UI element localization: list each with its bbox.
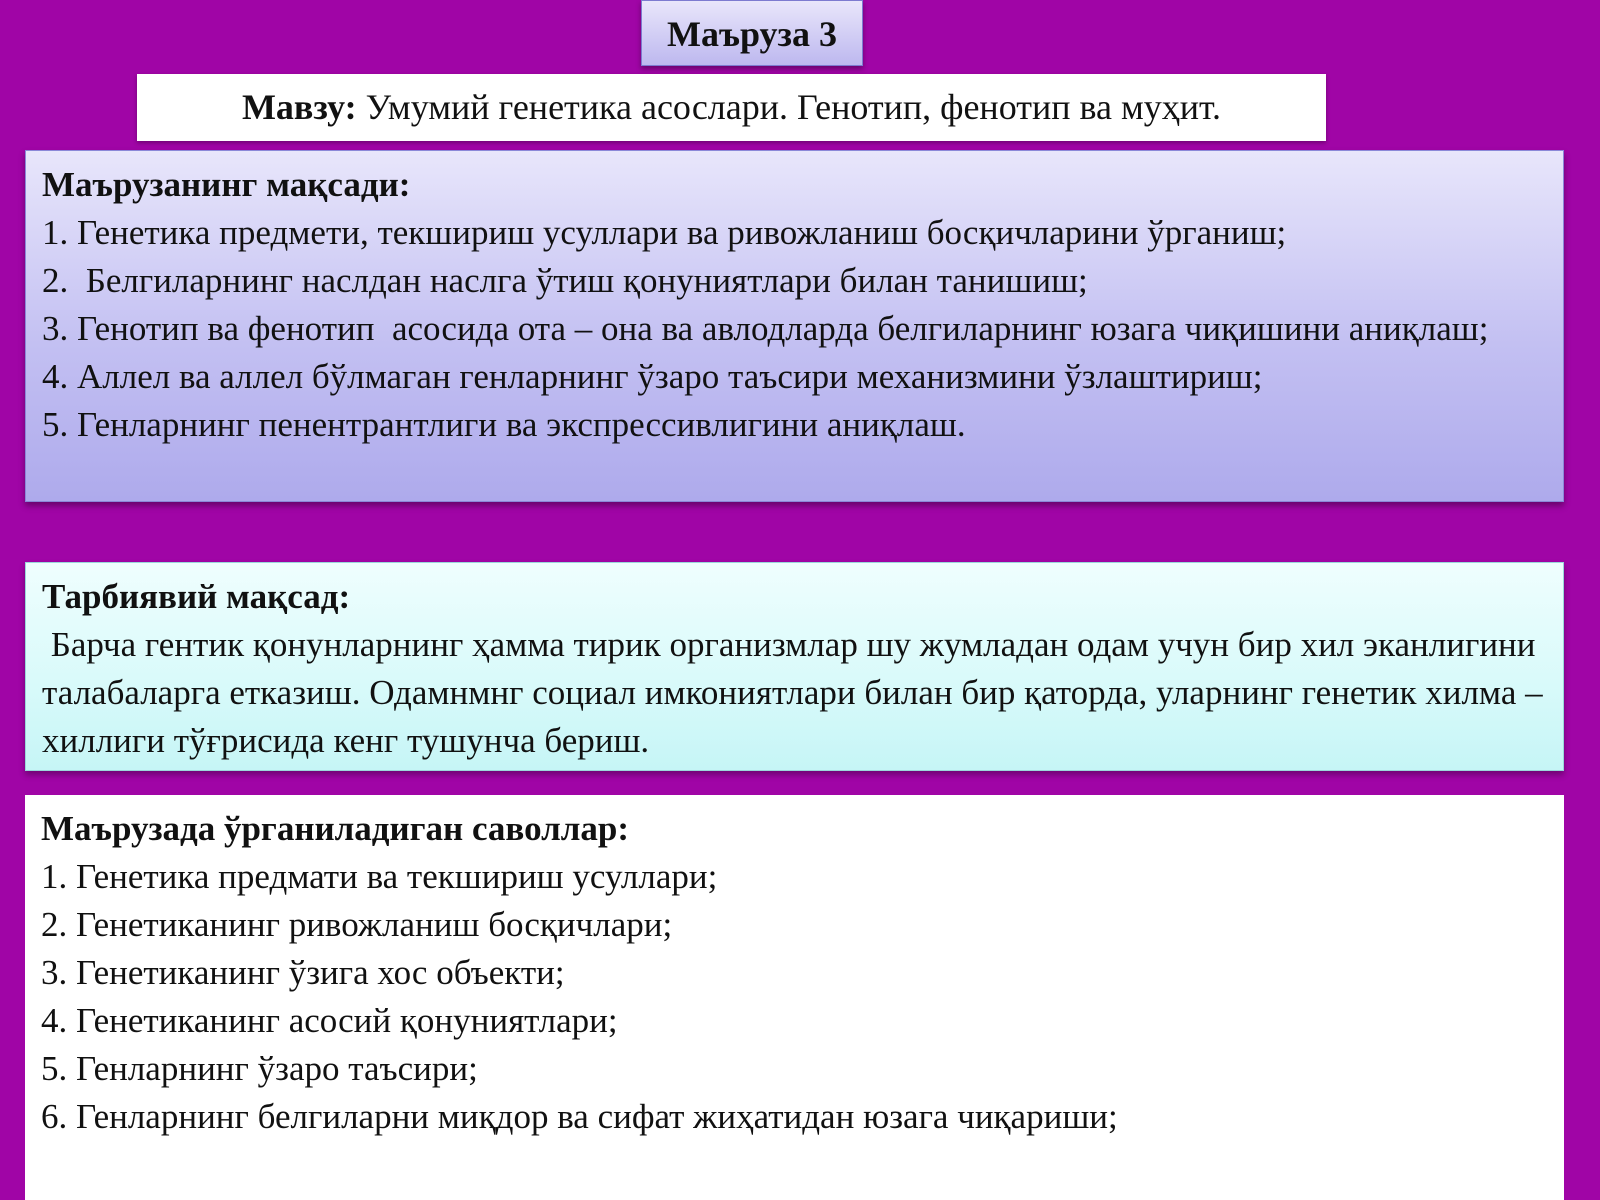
topic-label: Мавзу:: [241, 87, 357, 127]
topic-banner: [137, 74, 1326, 141]
educational-text: Барча гентик қонунларнинг ҳамма тирик организмлар шу жумладан одам учун бир хил эканлигини талабаларга етказиш. Одамнмнг социал имкониятлари билан бир қаторда, уларнинг генетик хилма – хиллиги тўғрисида кенг тушунча бериш.: [42, 625, 1552, 760]
educational-heading: Тарбиявий мақсад:: [42, 577, 351, 616]
question-item: 1. Генетика предмати ва текшириш усуллари;: [41, 857, 718, 896]
educational-goal-panel: [25, 562, 1564, 771]
goal-item: 2. Белгиларнинг наслдан наслга ўтиш қонуниятлари билан танишиш;: [42, 261, 1088, 300]
question-item: 6. Генларнинг белгиларни миқдор ва сифат жиҳатидан юзага чиқариши;: [41, 1097, 1118, 1136]
goal-item: 3. Генотип ва фенотип асосида ота – она ва авлодларда белгиларнинг юзага чиқишини аниқлаш;: [42, 309, 1489, 348]
questions-heading: Маърузада ўрганиладиган саволлар:: [41, 809, 630, 848]
goal-item: 4. Аллел ва аллел бўлмаган генларнинг ўзаро таъсири механизмини ўзлаштириш;: [42, 357, 1263, 396]
topic-text: Умумий генетика асослари. Генотип, фенотип ва муҳит.: [356, 87, 1222, 127]
question-item: 2. Генетиканинг ривожланиш босқичлари;: [41, 905, 673, 944]
questions-panel: [25, 795, 1564, 1200]
goals-heading: Маърузанинг мақсади:: [42, 165, 411, 204]
goal-item: 1. Генетика предмети, текшириш усуллари ва ривожланиш босқичларини ўрганиш;: [42, 213, 1287, 252]
goals-panel: [25, 150, 1564, 502]
question-item: 4. Генетиканинг асосий қонуниятлари;: [41, 1001, 618, 1040]
lecture-title: [641, 0, 863, 66]
question-item: 3. Генетиканинг ўзига хос объекти;: [41, 953, 565, 992]
lecture-title-text: Маъруза 3: [667, 14, 837, 54]
goal-item: 5. Генларнинг пенентрантлиги ва экспрессивлигини аниқлаш.: [42, 405, 966, 444]
question-item: 5. Генларнинг ўзаро таъсири;: [41, 1049, 478, 1088]
